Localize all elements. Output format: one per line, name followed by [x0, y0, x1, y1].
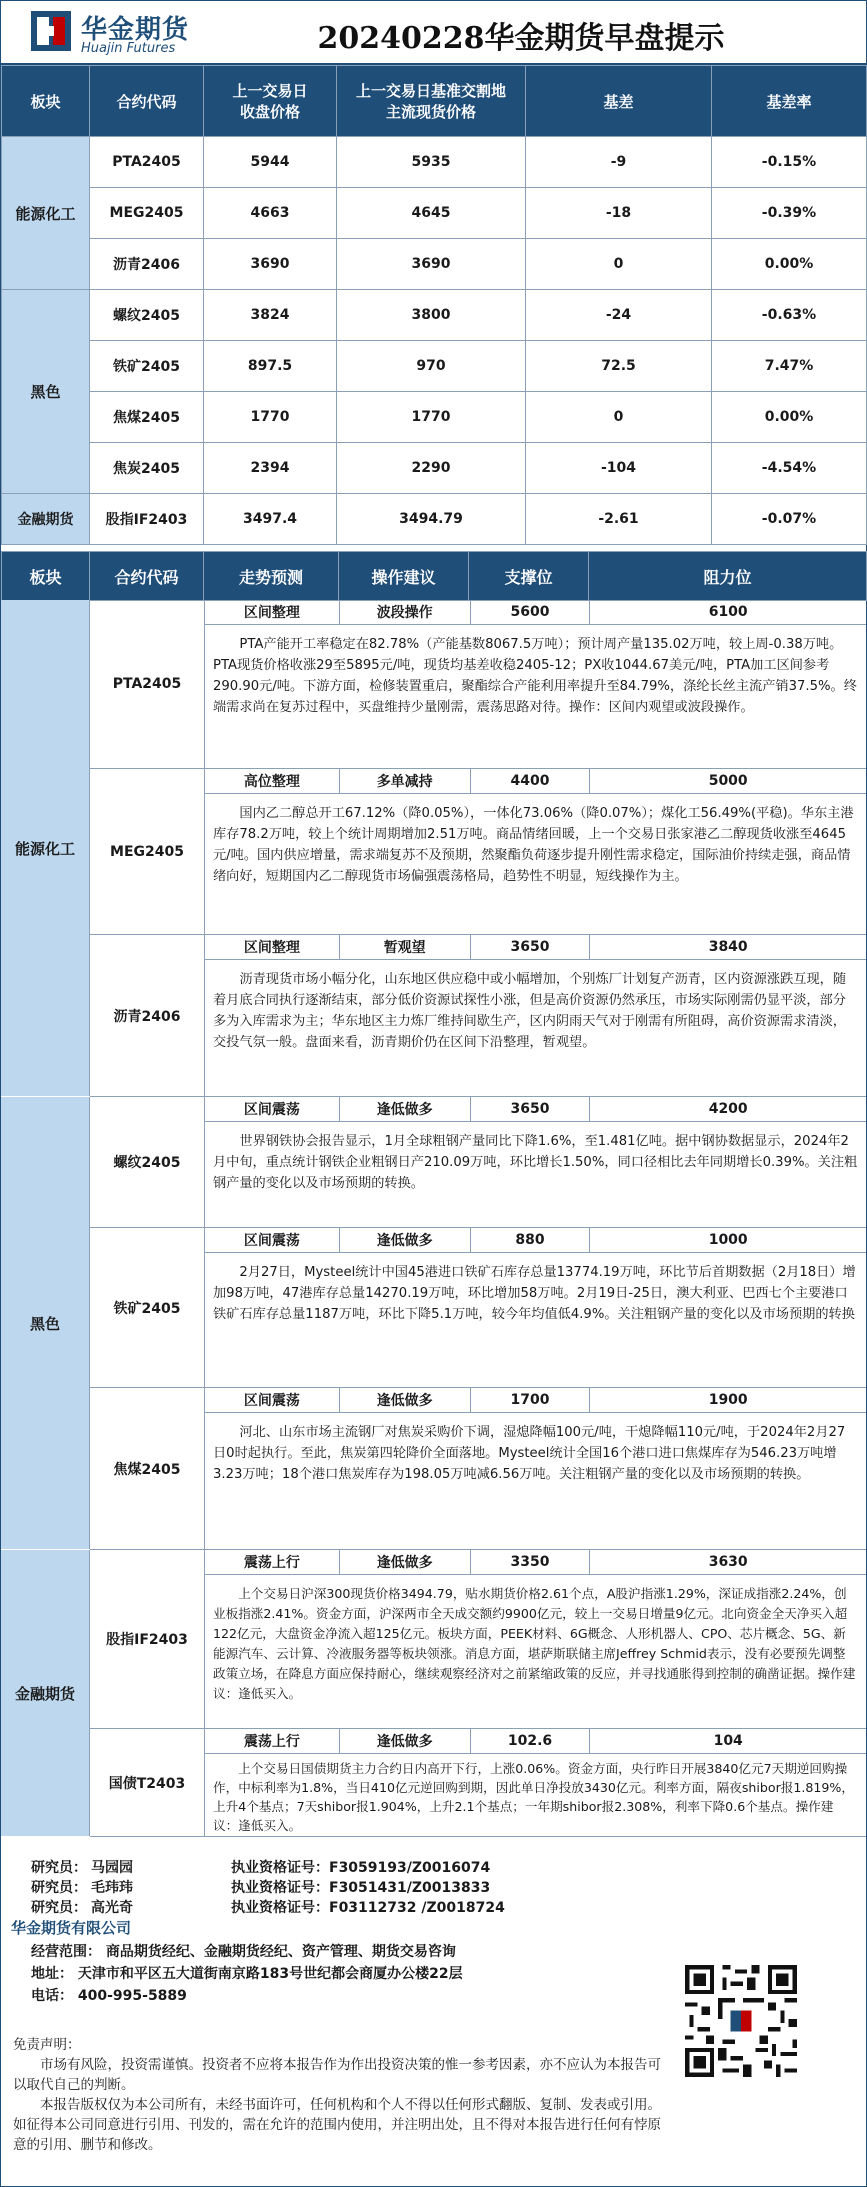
cert-number: F03112732 /Z0018724 — [329, 1900, 505, 1916]
basis-table-header — [2, 66, 867, 137]
support-cell: 3650 — [471, 935, 591, 959]
trend-cell: 区间震荡 — [205, 1388, 340, 1412]
support-cell: 880 — [471, 1228, 591, 1252]
commentary-text: 国内乙二醇总开工67.12%（降0.05%），一体化73.06%（降0.07%）；煤化工56.49%(平稳)。华东主港库存78.2万吨，较上个统计周期增加2.51万吨。商品情绪回暖，上一个交易日张家港乙二醇现货收涨至4645元/吨。国内供应增量，需求端复苏不及预期，然聚酯负荷逐步提升刚性需求稳定，国际油价持续走强，商品情绪向好，短期国内乙二醇现货市场偏强震荡格局，趋势性不明显，短线操作为主。 — [213, 806, 854, 884]
table-row — [2, 494, 867, 545]
commentary-text: 河北、山东市场主流钢厂对焦炭采购价下调，湿熄降幅100元/吨，干熄降幅110元/吨，于2024年2月27日0时起执行。至此，焦炭第四轮降价全面落地。Mysteel统计全国16个港口进口焦煤库存为546.23万吨增3.23万吨；18个港口焦炭库存为198.05万吨减6.56万吨。关注粗钢产量的变化以及市场预期的转换。 — [213, 1425, 846, 1482]
col-sector: 板块 — [2, 552, 90, 601]
trend-cell: 区间整理 — [205, 600, 340, 624]
close-cell: 4663 — [204, 188, 337, 239]
code-cell: 铁矿2405 — [90, 341, 204, 392]
basis-table — [1, 65, 867, 545]
cert-label: 执业资格证号： — [231, 1900, 329, 1916]
basis-cell: 0 — [526, 392, 712, 443]
analyst-label: 研究员： — [31, 1900, 87, 1916]
spot-cell: 4645 — [337, 188, 526, 239]
close-cell: 2394 — [204, 443, 337, 494]
basis-cell: -104 — [526, 443, 712, 494]
close-cell: 3497.4 — [204, 494, 337, 545]
huajin-logo-icon — [31, 11, 71, 51]
spot-cell: 970 — [337, 341, 526, 392]
code-cell: 螺纹2405 — [90, 1097, 205, 1228]
advice-cell: 逢低做多 — [340, 1729, 471, 1753]
rate-cell: 7.47% — [712, 341, 867, 392]
rate-cell: -4.54% — [712, 443, 867, 494]
code-cell: PTA2405 — [90, 600, 205, 769]
support-cell: 1700 — [471, 1388, 591, 1412]
logo-chinese-name: 华金期货 — [81, 15, 190, 45]
col-spot: 上一交易日基准交割地 主流现货价格 — [337, 66, 526, 137]
disclaimer — [13, 2035, 673, 2155]
strategy-row — [205, 769, 866, 935]
analyst-name: 高光奇 — [91, 1900, 133, 1916]
trend-cell: 区间震荡 — [205, 1097, 340, 1121]
spot-cell: 2290 — [337, 443, 526, 494]
commentary-text: 沥青现货市场小幅分化，山东地区供应稳中或小幅增加，个别炼厂计划复产沥青，区内资源涨跌互现，随着月底合同执行逐渐结束，部分低价资源试探性小涨，但是高价资源仍然承压，市场实际刚需仍显平淡，部分多为入库需求为主；华东地区主力炼厂维持间歇生产，区内阴雨天气对于刚需有所阻碍，高价资源需求清淡，交投气氛一般。盘面来看，沥青期价仍在区间下沿整理，暂观望。 — [213, 972, 847, 1050]
spot-cell: 5935 — [337, 137, 526, 188]
sector-cell-finance: 金融期货 — [1, 1550, 90, 1836]
cert-label: 执业资格证号： — [231, 1880, 329, 1896]
sector-cell: 金融期货 — [2, 494, 90, 545]
company-address: 地址： 天津市和平区五大道街南京路183号世纪都会商厦办公楼22层 — [31, 1966, 463, 1982]
support-cell: 3350 — [471, 1550, 591, 1574]
resistance-cell: 3630 — [708, 1554, 748, 1570]
table-row — [2, 290, 867, 341]
sector-cell: 能源化工 — [2, 137, 90, 290]
disclaimer-paragraph: 本报告版权仅为本公司所有，未经书面许可，任何机构和个人不得以任何形式翻版、复制、发表或引用。如征得本公司同意进行引用、刊发的，需在允许的范围内使用，并注明出处，且不得对本报告进行任何有悖原意的引用、删节和修改。 — [13, 2097, 661, 2153]
trend-cell: 震荡上行 — [205, 1729, 340, 1753]
resistance-cell: 1000 — [708, 1232, 748, 1248]
advice-cell: 逢低做多 — [340, 1388, 471, 1412]
code-cell: 螺纹2405 — [90, 290, 204, 341]
resistance-cell: 4200 — [708, 1101, 748, 1117]
code-cell: 焦炭2405 — [90, 443, 204, 494]
strategy-table-header — [1, 551, 867, 601]
rate-cell: -0.39% — [712, 188, 867, 239]
cert-number: F3059193/Z0016074 — [329, 1860, 491, 1876]
rate-cell: 0.00% — [712, 239, 867, 290]
resistance-cell: 5000 — [708, 773, 748, 789]
strategy-row — [205, 1729, 866, 1837]
col-basis: 基差 — [526, 66, 712, 137]
rate-cell: 0.00% — [712, 392, 867, 443]
col-support: 支撑位 — [469, 552, 589, 601]
commentary-text: 上个交易日沪深300现货价格3494.79，贴水期货价格2.61个点，A股沪指涨1.29%，深证成指涨2.24%，创业板指涨2.41%。资金方面，沪深两市全天成交额约9900亿元，较上一交易日增量9亿元。北向资金全天净买入超122亿元，大盘资金净流入超125亿元。板块方面，PEEK材料、6G概念、人形机器人、CPO、芯片概念、5G、新能源汽车、云计算、冷液服务器等板块领涨。消息方面，堪萨斯联储主席Jeffrey Schmid表示，没有必要预先调整政策立场，在降息方面应保持耐心，继续观察经济对之前紧缩政策的反应，并寻找通胀得到控制的确凿证据。操作建议：逢低买入。 — [213, 1586, 856, 1701]
basis-cell: -24 — [526, 290, 712, 341]
analyst-name: 马园园 — [91, 1860, 133, 1876]
code-cell: 沥青2406 — [90, 935, 205, 1097]
commentary-text: PTA产能开工率稳定在82.78%（产能基数8067.5万吨）；预计周产量135.02万吨，较上周-0.38万吨。PTA现货价格收涨29至5895元/吨，现货均基差收稳2405-12；PX收1044.67美元/吨，PTA加工区间参考290.90元/吨。下游方面，检修装置重启，聚酯综合产能利用率提升至84.79%，涤纶长丝主流产销37.5%。终端需求尚在复苏过程中，买盘维持少量刚需，震荡思路对待。操作：区间内观望或波段操作。 — [213, 637, 857, 715]
table-row — [2, 341, 867, 392]
code-cell: 股指IF2403 — [90, 1550, 205, 1729]
close-cell: 897.5 — [204, 341, 337, 392]
trend-cell: 高位整理 — [205, 769, 340, 793]
table-row — [2, 392, 867, 443]
col-code: 合约代码 — [90, 66, 204, 137]
strategy-row — [205, 1228, 866, 1388]
analyst-line — [31, 1857, 490, 1877]
spot-cell: 3690 — [337, 239, 526, 290]
basis-cell: 72.5 — [526, 341, 712, 392]
code-cell: 焦煤2405 — [90, 1388, 205, 1550]
basis-cell: -9 — [526, 137, 712, 188]
company-phone: 电话： 400-995-5889 — [31, 1988, 187, 2004]
code-cell: 铁矿2405 — [90, 1228, 205, 1388]
resistance-cell: 1900 — [708, 1392, 748, 1408]
col-advice: 操作建议 — [339, 552, 469, 601]
resistance-cell: 104 — [713, 1733, 743, 1749]
code-cell: 焦煤2405 — [90, 392, 204, 443]
strategy-row — [205, 935, 866, 1097]
trend-cell: 震荡上行 — [205, 1550, 340, 1574]
table-row — [2, 239, 867, 290]
trend-cell: 区间震荡 — [205, 1228, 340, 1252]
resistance-cell: 3840 — [708, 939, 748, 955]
sector-cell: 黑色 — [2, 290, 90, 494]
strategy-row — [205, 1097, 866, 1228]
col-resistance: 阻力位 — [589, 552, 867, 601]
col-trend: 走势预测 — [204, 552, 339, 601]
rate-cell: -0.15% — [712, 137, 867, 188]
close-cell: 1770 — [204, 392, 337, 443]
business-scope: 经营范围： 商品期货经纪、金融期货经纪、资产管理、期货交易咨询 — [31, 1944, 456, 1960]
report-header — [1, 1, 866, 65]
col-sector: 板块 — [2, 66, 90, 137]
analyst-label: 研究员： — [31, 1880, 87, 1896]
cert-label: 执业资格证号： — [231, 1860, 329, 1876]
close-cell: 5944 — [204, 137, 337, 188]
code-cell: 沥青2406 — [90, 239, 204, 290]
strategy-row — [205, 600, 866, 769]
code-cell: 国债T2403 — [90, 1729, 205, 1837]
analyst-label: 研究员： — [31, 1860, 87, 1876]
col-basis-rate: 基差率 — [712, 66, 867, 137]
col-close: 上一交易日 收盘价格 — [204, 66, 337, 137]
analyst-line — [31, 1877, 490, 1897]
strategy-row — [205, 1388, 866, 1550]
table-row — [2, 443, 867, 494]
basis-cell: -18 — [526, 188, 712, 239]
disclaimer-title: 免责声明： — [13, 2037, 81, 2053]
resistance-cell: 6100 — [708, 604, 748, 620]
strategy-row — [205, 1550, 866, 1729]
advice-cell: 逢低做多 — [340, 1550, 471, 1574]
advice-cell: 逢低做多 — [340, 1097, 471, 1121]
support-cell: 4400 — [471, 769, 591, 793]
page-title: 20240228华金期货早盘提示 — [317, 21, 725, 56]
cert-number: F3051431/Z0013833 — [329, 1880, 491, 1896]
support-cell: 5600 — [471, 600, 591, 624]
qr-code-icon — [681, 1961, 801, 2081]
table-row — [2, 188, 867, 239]
disclaimer-paragraph: 市场有风险，投资需谨慎。投资者不应将本报告作为作出投资决策的惟一参考因素，亦不应认为本报告可以取代自己的判断。 — [13, 2057, 661, 2093]
company-name: 华金期货有限公司 — [11, 1919, 132, 1937]
basis-cell: 0 — [526, 239, 712, 290]
commentary-text: 上个交易日国债期货主力合约日内高开下行，上涨0.06%。资金方面，央行昨日开展3840亿元7天期逆回购操作，中标利率为1.8%，当日410亿元逆回购到期，因此单日净投放3430亿元。利率方面，隔夜shibor报1.819%，上升4个基点；7天shibor报1.904%，上升2.1个基点；一年期shibor报2.308%，利率下降0.6个基点。操作建议：逢低买入。 — [213, 1761, 854, 1833]
support-cell: 3650 — [471, 1097, 591, 1121]
rate-cell: -0.07% — [712, 494, 867, 545]
sector-cell-black: 黑色 — [1, 1097, 90, 1549]
code-cell: PTA2405 — [90, 137, 204, 188]
spot-cell: 1770 — [337, 392, 526, 443]
basis-cell: -2.61 — [526, 494, 712, 545]
advice-cell: 波段操作 — [340, 600, 471, 624]
code-cell: MEG2405 — [90, 188, 204, 239]
spot-cell: 3800 — [337, 290, 526, 341]
spot-cell: 3494.79 — [337, 494, 526, 545]
code-cell: MEG2405 — [90, 769, 205, 935]
code-cell: 股指IF2403 — [90, 494, 204, 545]
advice-cell: 多单减持 — [340, 769, 471, 793]
support-cell: 102.6 — [471, 1729, 591, 1753]
close-cell: 3824 — [204, 290, 337, 341]
analyst-name: 毛玮玮 — [91, 1880, 133, 1896]
sector-cell-energy: 能源化工 — [1, 600, 90, 1096]
analyst-line — [31, 1897, 505, 1917]
commentary-text: 世界钢铁协会报告显示，1月全球粗钢产量同比下降1.6%，至1.481亿吨。据中钢协数据显示，2024年2月中旬，重点统计钢铁企业粗钢日产210.09万吨，环比增长1.50%，同口径相比去年同期增长0.39%。关注粗钢产量的变化以及市场预期的转换。 — [213, 1134, 858, 1191]
logo-english-name: Huajin Futures — [81, 41, 176, 56]
rate-cell: -0.63% — [712, 290, 867, 341]
trend-cell: 区间整理 — [205, 935, 340, 959]
advice-cell: 暂观望 — [340, 935, 471, 959]
commentary-text: 2月27日，Mysteel统计中国45港进口铁矿石库存总量13774.19万吨，环比节后首期数据（2月18日）增加98万吨，47港库存总量14270.19万吨，环比增加58万吨。2月19日-25日，澳大利亚、巴西七个主要港口铁矿石库存总量1187万吨，环比下降5.1万吨，较今年均值低4.9%。关注粗钢产量的变化以及市场预期的转换 — [213, 1265, 856, 1322]
close-cell: 3690 — [204, 239, 337, 290]
advice-cell: 逢低做多 — [340, 1228, 471, 1252]
col-code: 合约代码 — [90, 552, 204, 601]
table-row — [2, 137, 867, 188]
